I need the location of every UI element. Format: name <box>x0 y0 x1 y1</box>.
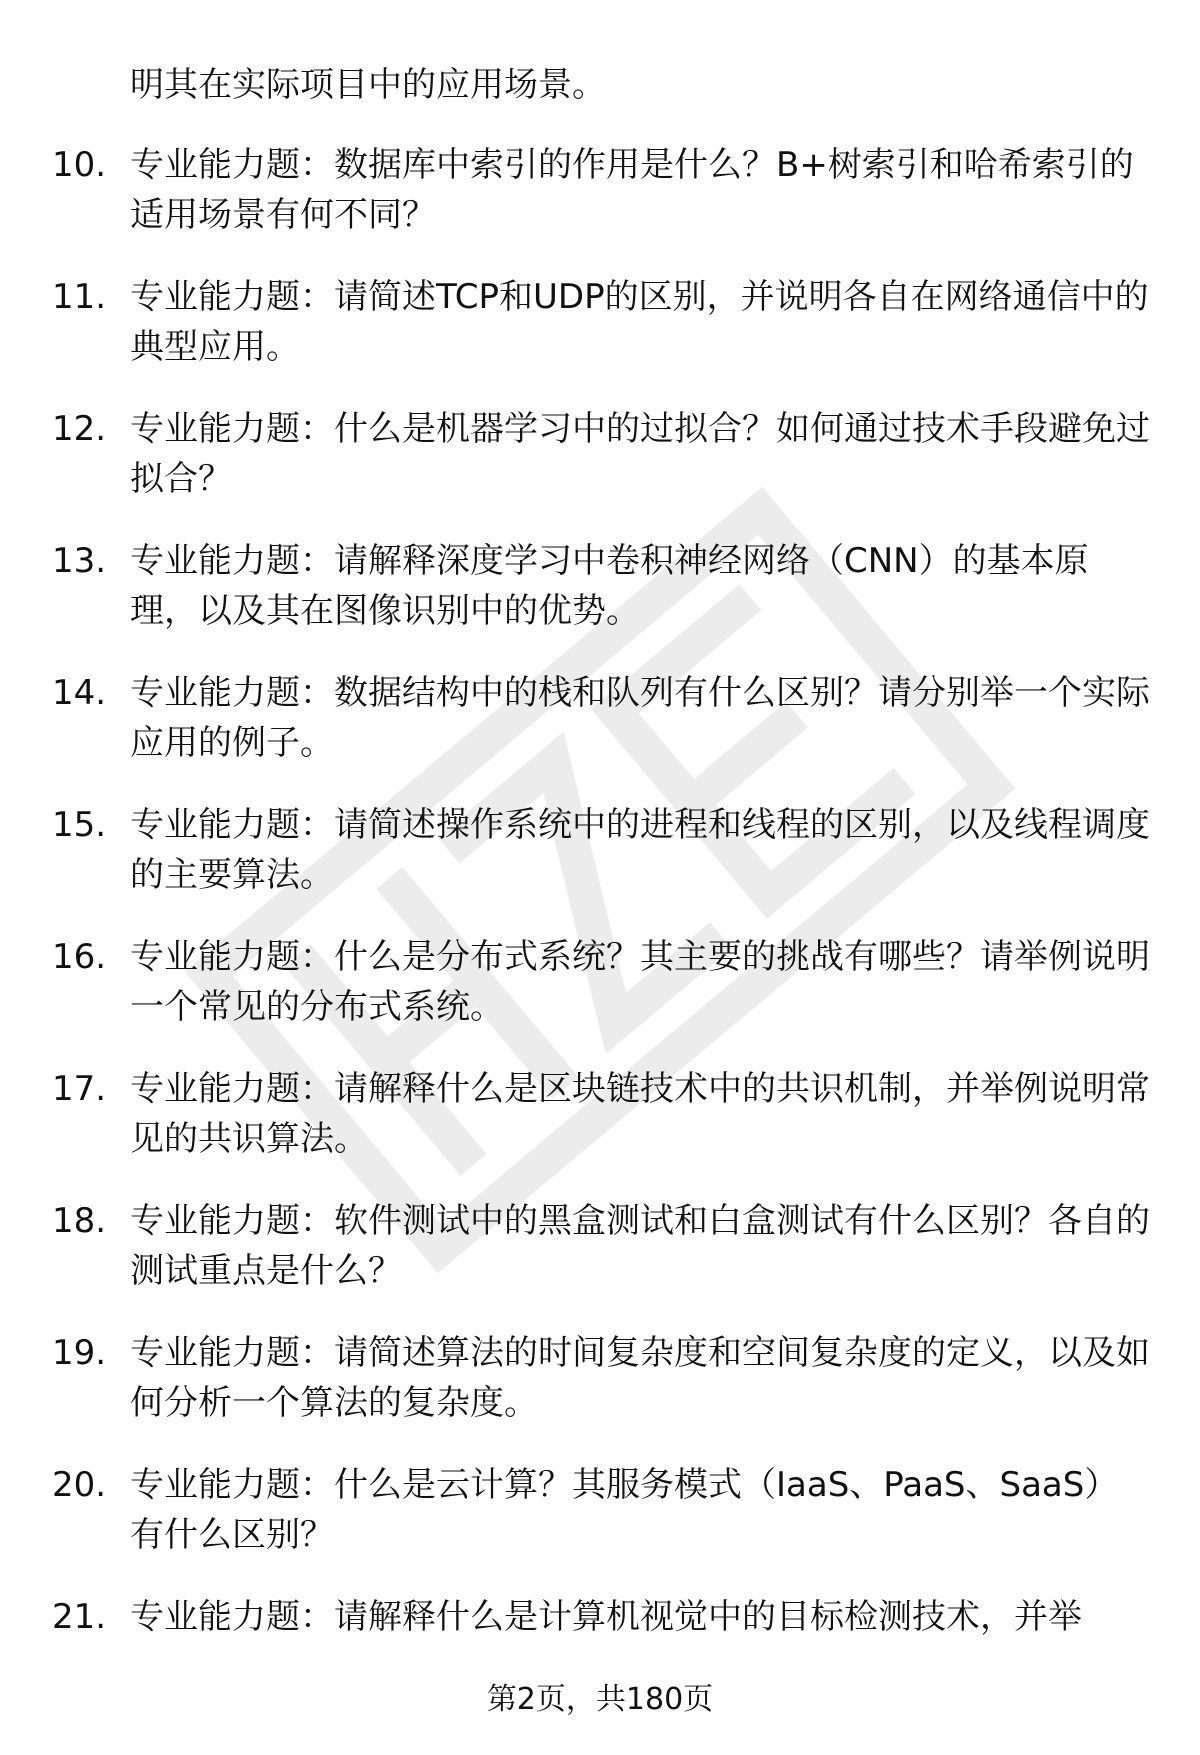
question-number: 12. <box>52 409 107 449</box>
question-number: 21. <box>52 1597 107 1637</box>
question-text: 专业能力题：请简述操作系统中的进程和线程的区别，以及线程调度的主要算法。 <box>130 805 1150 895</box>
list-item <box>0 800 1200 932</box>
list-item <box>0 932 1200 1064</box>
list-item <box>0 668 1200 800</box>
question-text: 专业能力题：请解释什么是计算机视觉中的目标检测技术，并举 <box>130 1597 1082 1637</box>
question-number: 17. <box>52 1069 107 1109</box>
question-text: 专业能力题：数据库中索引的作用是什么？B+树索引和哈希索引的适用场景有何不同？ <box>130 145 1134 235</box>
list-item <box>0 1196 1200 1328</box>
question-number: 15. <box>52 805 107 845</box>
list-item <box>0 1460 1200 1592</box>
question-text: 专业能力题：请简述算法的时间复杂度和空间复杂度的定义，以及如何分析一个算法的复杂度。 <box>130 1333 1150 1423</box>
question-text: 专业能力题：软件测试中的黑盒测试和白盒测试有什么区别？各自的测试重点是什么？ <box>130 1201 1150 1291</box>
question-number: 11. <box>52 277 107 317</box>
list-item <box>0 272 1200 404</box>
list-item <box>0 140 1200 272</box>
question-number: 13. <box>52 541 107 581</box>
question-text: 专业能力题：请解释深度学习中卷积神经网络（CNN）的基本原理，以及其在图像识别中的优势。 <box>130 541 1089 631</box>
question-text: 专业能力题：请解释什么是区块链技术中的共识机制，并举例说明常见的共识算法。 <box>130 1069 1150 1159</box>
list-item <box>0 1328 1200 1460</box>
continuation-text: 明其在实际项目中的应用场景。 <box>130 65 606 105</box>
question-number: 20. <box>52 1465 107 1505</box>
question-text: 专业能力题：请简述TCP和UDP的区别，并说明各自在网络通信中的典型应用。 <box>130 277 1149 367</box>
question-text: 专业能力题：什么是云计算？其服务模式（IaaS、PaaS、SaaS）有什么区别？ <box>130 1465 1119 1555</box>
question-text: 专业能力题：数据结构中的栈和队列有什么区别？请分别举一个实际应用的例子。 <box>130 673 1150 763</box>
list-item <box>0 1064 1200 1196</box>
page-footer: 第2页，共180页 <box>486 1682 714 1717</box>
question-list <box>0 140 1200 1724</box>
list-item <box>0 536 1200 668</box>
question-number: 16. <box>52 937 107 977</box>
list-item <box>0 404 1200 536</box>
question-number: 19. <box>52 1333 107 1373</box>
question-number: 18. <box>52 1201 107 1241</box>
question-number: 14. <box>52 673 107 713</box>
question-number: 10. <box>52 145 107 185</box>
question-text: 专业能力题：什么是分布式系统？其主要的挑战有哪些？请举例说明一个常见的分布式系统。 <box>130 937 1150 1027</box>
question-text: 专业能力题：什么是机器学习中的过拟合？如何通过技术手段避免过拟合？ <box>130 409 1150 499</box>
